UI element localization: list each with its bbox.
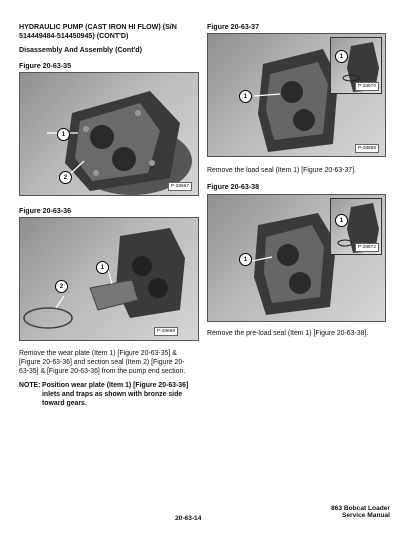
callout-item-2: 2 <box>59 171 72 184</box>
note-line: Position wear plate (Item 1) [Figure 20-63-36] <box>42 382 189 389</box>
manual-title <box>318 505 390 519</box>
figure-35-photo <box>19 72 199 196</box>
inset-photo-id: P-28670 <box>355 82 379 91</box>
page-number: 20-63-14 <box>175 515 202 522</box>
parts-illustration <box>20 218 198 340</box>
callout-item-2: 2 <box>55 280 68 293</box>
callout-item-1: 1 <box>335 50 348 63</box>
photo-id: P-28669 <box>355 144 379 153</box>
callout-item-1: 1 <box>239 253 252 266</box>
note-block <box>19 381 199 408</box>
callout-item-1: 1 <box>239 90 252 103</box>
figure-36-caption: Figure 20-63-36 <box>19 207 72 215</box>
instruction-line: 63-35] & [Figure 20-63-36] from the pump end section. <box>19 368 186 376</box>
figure-37-caption: Figure 20-63-37 <box>207 23 260 31</box>
manual-type: Service Manual <box>341 512 390 519</box>
figure-37-photo <box>207 33 386 157</box>
figure-38-photo <box>207 194 386 322</box>
callout-item-1: 1 <box>96 261 109 274</box>
manual-model: 863 Bobcat Loader <box>331 505 390 512</box>
note-label: NOTE: <box>19 382 41 389</box>
figure-38-caption: Figure 20-63-38 <box>207 183 260 191</box>
section-title-line2: 514449484-514450945) (CONT'D) <box>19 32 129 40</box>
note-line: toward gears. <box>42 400 87 408</box>
section-title-line1: HYDRAULIC PUMP (CAST IRON HI FLOW) (S/N <box>19 23 177 31</box>
note-line: inlets and traps as shown with bronze side <box>42 391 183 399</box>
wear-plate-instruction <box>19 349 199 377</box>
pump-illustration <box>20 73 198 195</box>
detail-inset <box>330 37 382 94</box>
note-text <box>42 381 202 409</box>
instruction-line: [Figure 20-63-36] and section seal (Item 2) [Figure 20- <box>19 359 185 367</box>
inset-photo-id: P-28672 <box>355 243 379 252</box>
figure-36-photo <box>19 217 199 341</box>
detail-inset <box>330 198 382 255</box>
load-seal-instruction: Remove the load seal (Item 1) [Figure 20-63-37]. <box>207 167 356 174</box>
photo-id: P-28667 <box>168 182 192 191</box>
section-subtitle: Disassembly And Assembly (Cont'd) <box>19 46 142 54</box>
figure-35-caption: Figure 20-63-35 <box>19 62 72 70</box>
preload-seal-instruction: Remove the pre-load seal (Item 1) [Figure 20-63-38]. <box>207 330 369 337</box>
callout-item-1: 1 <box>335 214 348 227</box>
instruction-line: Remove the wear plate (Item 1) [Figure 20-63-35] & <box>19 350 177 357</box>
photo-id: P-28668 <box>154 327 178 336</box>
callout-item-1: 1 <box>57 128 70 141</box>
